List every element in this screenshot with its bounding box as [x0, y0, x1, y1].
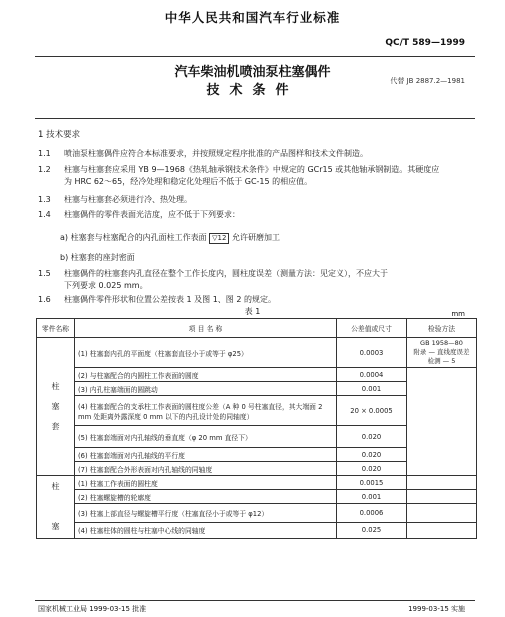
item-name-cell: (4) 柱塞套配合的支承柱工作表面的圆柱度公差（A 种 0 号柱塞直径，其大端面 2 mm 处距离外露深度 0 mm 以下的内孔设计处的同轴度）	[75, 396, 337, 426]
paragraph-1-6	[38, 294, 478, 306]
table-row	[37, 490, 477, 504]
header-part-name: 零件名称	[37, 319, 75, 338]
sub-item-b	[60, 252, 135, 263]
item-name-cell: (3) 内孔柱塞端面的圆跳动	[75, 382, 337, 396]
part-group-name: 柱 塞 套	[37, 338, 75, 476]
item-name-cell: (1) 柱塞工作表面的圆柱度	[75, 476, 337, 490]
paragraph-number: 1.3	[38, 195, 51, 204]
table-row	[37, 368, 477, 382]
standard-code: QC/T 589—1999	[385, 38, 465, 48]
surface-finish-symbol: ▽12	[209, 233, 229, 244]
method-cell: GB 1958—80 附录 — 直线度误差 检测 — 5	[407, 338, 477, 368]
tolerance-table	[36, 318, 477, 539]
tolerance-cell: 0.0006	[337, 504, 407, 522]
implementation-date: 1999-03-15 实施	[408, 605, 465, 613]
method-cell	[407, 476, 477, 490]
header-item-name: 项 目 名 称	[75, 319, 337, 338]
method-cell	[407, 490, 477, 504]
replaces-note: 代替 JB 2887.2—1981	[390, 77, 465, 85]
paragraph-1-3	[38, 194, 478, 206]
tolerance-cell: 20 × 0.0005	[337, 396, 407, 426]
item-name-cell: (4) 柱塞柱体的圆柱与柱塞中心线的同轴度	[75, 522, 337, 538]
sub-item-a	[60, 232, 280, 244]
method-cell	[407, 504, 477, 522]
item-name-cell: (6) 柱塞套端面对内孔轴线的平行度	[75, 448, 337, 462]
table-caption: 表 1	[244, 307, 261, 316]
sub-item-label: a) 柱塞套与柱塞配合的内孔面柱工作表面	[60, 233, 207, 242]
paragraph-number: 1.2	[38, 165, 51, 174]
item-name-cell: (7) 柱塞套配合外形表面对内孔轴线的同轴度	[75, 462, 337, 476]
tolerance-cell: 0.001	[337, 490, 407, 504]
footer-rule	[35, 600, 475, 601]
sub-item-label: b) 柱塞套的座封密面	[60, 253, 135, 262]
paragraph-text: 柱塞与柱塞套应采用 YB 9—1968《热轧轴承钢技术条件》中规定的 GCr15 或其他轴承钢制造。其硬度应	[64, 165, 440, 174]
document-title-line1: 汽车柴油机喷油泵柱塞偶件	[174, 65, 331, 80]
header-rule	[35, 56, 475, 57]
tolerance-cell: 0.001	[337, 382, 407, 396]
table-row	[37, 476, 477, 490]
standard-title: 中华人民共和国汽车行业标准	[164, 10, 341, 25]
paragraph-continuation: 为 HRC 62～65，经冷处理和稳定化处理后不低于 GC-15 的相应值。	[64, 177, 313, 186]
item-name-cell: (5) 柱塞套端面对内孔轴线的垂直度（φ 20 mm 直径下）	[75, 426, 337, 448]
header-tolerance: 公差值或尺寸	[337, 319, 407, 338]
tolerance-cell: 0.020	[337, 462, 407, 476]
tolerance-cell: 0.0015	[337, 476, 407, 490]
paragraph-text: 柱塞偶件的柱塞套内孔直径在整个工作长度内，圆柱度误差（测量方法：见定义），不应大于	[64, 269, 388, 278]
title-rule	[35, 118, 475, 119]
method-cell	[407, 522, 477, 538]
sub-item-tail: 允许研磨加工	[231, 233, 280, 242]
paragraph-number: 1.4	[38, 210, 51, 219]
paragraph-text: 柱塞与柱塞套必须进行冷、热处理。	[64, 195, 192, 204]
paragraph-1-1	[38, 148, 478, 160]
paragraph-1-5	[38, 268, 478, 292]
table-unit: mm	[451, 310, 465, 318]
item-name-cell: (1) 柱塞套内孔的平面度（柱塞套直径小于或等于 φ25）	[75, 338, 337, 368]
table-row	[37, 504, 477, 522]
paragraph-text: 喷油泵柱塞偶件应符合本标准要求，并按照规定程序批准的产品图样和技术文件制造。	[64, 149, 368, 158]
table-row	[37, 522, 477, 538]
approval-note: 国家机械工业局 1999-03-15 批准	[38, 605, 147, 613]
item-name-cell: (2) 柱塞螺旋槽的轮廓度	[75, 490, 337, 504]
table-row	[37, 338, 477, 368]
method-cell	[407, 368, 477, 476]
tolerance-cell: 0.0003	[337, 338, 407, 368]
tolerance-cell: 0.020	[337, 426, 407, 448]
section-heading: 1 技术要求	[38, 130, 81, 140]
paragraph-1-2	[38, 164, 478, 188]
paragraph-text: 柱塞偶件零件形状和位置公差按表 1 及图 1、图 2 的规定。	[64, 295, 276, 304]
part-group-name: 柱 塞	[37, 476, 75, 539]
tolerance-cell: 0.025	[337, 522, 407, 538]
item-name-cell: (2) 与柱塞配合的内圆柱工作表面的圆度	[75, 368, 337, 382]
paragraph-text: 柱塞偶件的零件表面光洁度，应不低于下列要求：	[64, 210, 240, 219]
table-header-row	[37, 319, 477, 338]
paragraph-1-4	[38, 209, 478, 221]
header-method: 检验方法	[407, 319, 477, 338]
paragraph-number: 1.1	[38, 149, 51, 158]
paragraph-number: 1.5	[38, 269, 51, 278]
paragraph-continuation: 下列要求 0.025 mm。	[64, 281, 148, 290]
tolerance-cell: 0.020	[337, 448, 407, 462]
tolerance-cell: 0.0004	[337, 368, 407, 382]
paragraph-number: 1.6	[38, 295, 51, 304]
item-name-cell: (3) 柱塞上部直径与螺旋槽平行度（柱塞直径小于或等于 φ12）	[75, 504, 337, 522]
document-title-line2: 技术条件	[206, 83, 299, 98]
